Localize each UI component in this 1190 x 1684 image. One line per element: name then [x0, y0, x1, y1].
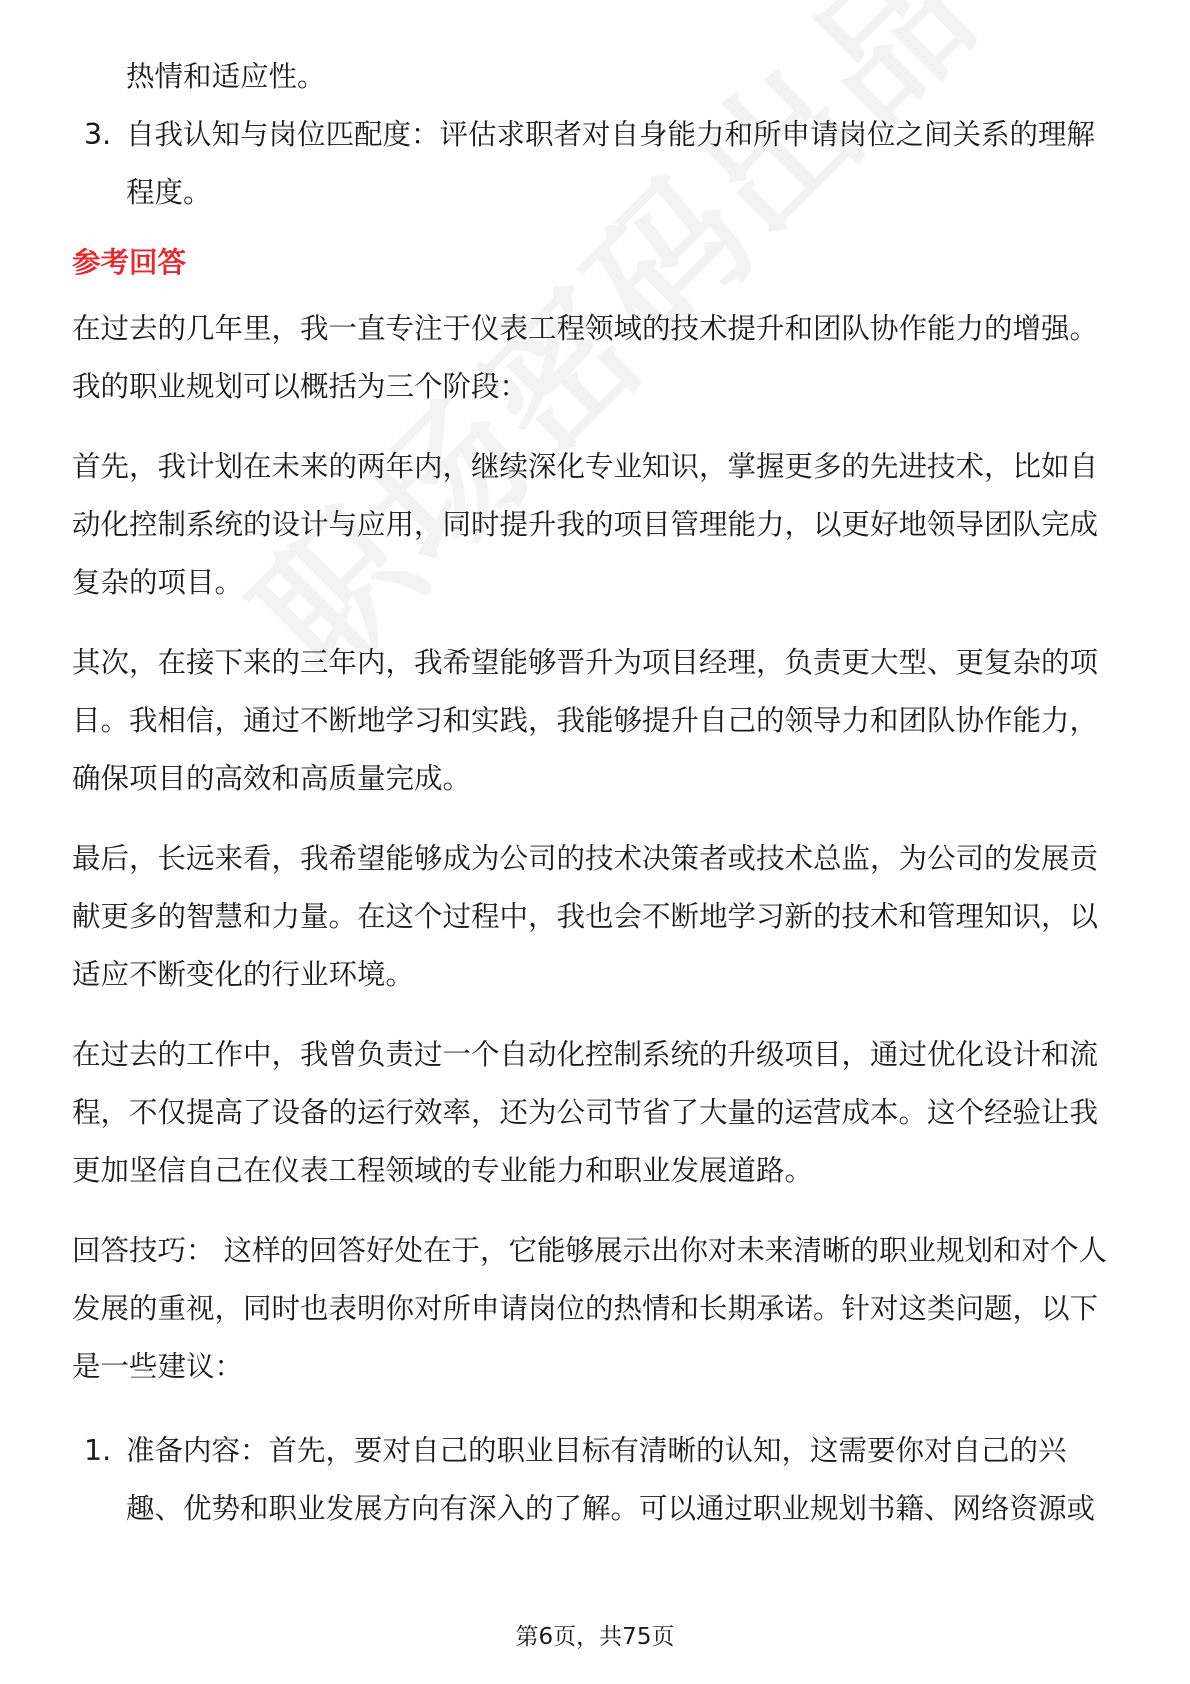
list-number: 3.: [84, 118, 112, 151]
list-item-continuation: 热情和适应性。: [126, 60, 326, 93]
list-number: 1.: [84, 1434, 112, 1467]
section-title: 参考回答: [72, 246, 187, 279]
list-item-3: [72, 106, 1122, 222]
page-number-footer: 第6页，共75页: [515, 1624, 675, 1650]
list-item-text: 自我认知与岗位匹配度：评估求职者对自身能力和所申请岗位之间关系的理解程度。: [126, 118, 1096, 209]
paragraph-intro: 在过去的几年里，我一直专注于仪表工程领域的技术提升和团队协作能力的增强。我的职业规划可以概括为三个阶段：: [72, 312, 1099, 403]
paragraph-long-term: 最后，长远来看，我希望能够成为公司的技术决策者或技术总监，为公司的发展贡献更多的智慧和力量。在这个过程中，我也会不断地学习新的技术和管理知识，以适应不断变化的行业环境。: [72, 842, 1099, 991]
list-item-1: [72, 1422, 1122, 1538]
paragraph-second-stage: 其次，在接下来的三年内，我希望能够晋升为项目经理，负责更大型、更复杂的项目。我相信，通过不断地学习和实践，我能够提升自己的领导力和团队协作能力，确保项目的高效和高质量完成。: [72, 646, 1099, 795]
paragraph-experience: 在过去的工作中，我曾负责过一个自动化控制系统的升级项目，通过优化设计和流程，不仅提高了设备的运行效率，还为公司节省了大量的运营成本。这个经验让我更加坚信自己在仪表工程领域的专业能力和职业发展道路。: [72, 1038, 1099, 1187]
paragraph-tips: 回答技巧： 这样的回答好处在于，它能够展示出你对未来清晰的职业规划和对个人发展的重视，同时也表明你对所申请岗位的热情和长期承诺。针对这类问题，以下是一些建议：: [72, 1234, 1108, 1383]
list-item-text: 准备内容：首先，要对自己的职业目标有清晰的认知，这需要你对自己的兴趣、优势和职业发展方向有深入的了解。可以通过职业规划书籍、网络资源或: [126, 1434, 1096, 1525]
document-body: [72, 48, 1122, 1538]
paragraph-first-stage: 首先，我计划在未来的两年内，继续深化专业知识，掌握更多的先进技术，比如自动化控制系统的设计与应用，同时提升我的项目管理能力，以更好地领导团队完成复杂的项目。: [72, 450, 1099, 599]
